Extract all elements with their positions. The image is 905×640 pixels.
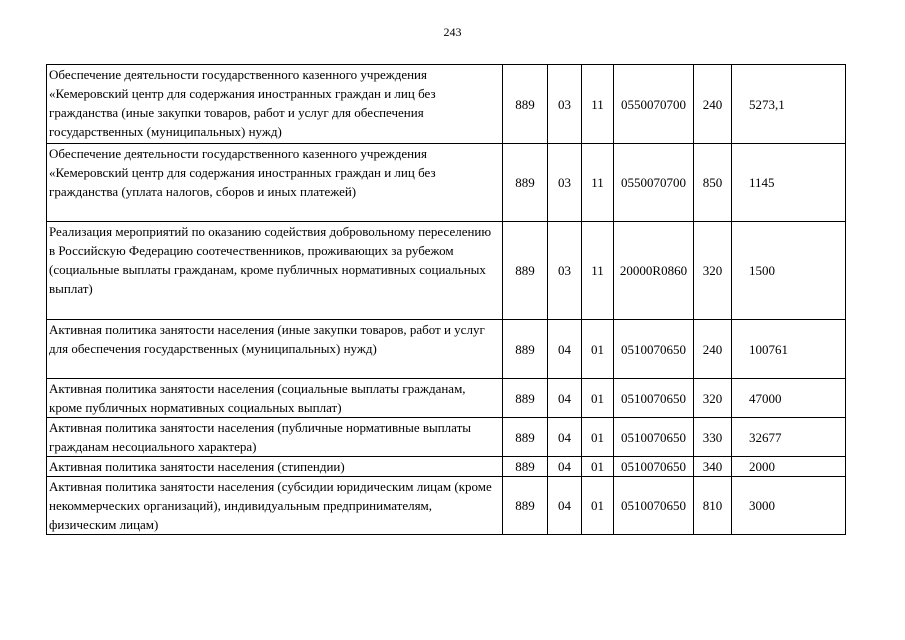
target-code: 20000R0860 <box>614 222 694 320</box>
ministry-code: 889 <box>503 320 548 379</box>
target-code: 0510070650 <box>614 457 694 477</box>
table-row <box>47 144 846 222</box>
table-row <box>47 477 846 535</box>
expense-type-code: 810 <box>694 477 732 535</box>
amount-value: 32677 <box>732 418 846 457</box>
subsection-code: 01 <box>582 320 614 379</box>
amount-value: 1500 <box>732 222 846 320</box>
ministry-code: 889 <box>503 144 548 222</box>
expense-type-code: 340 <box>694 457 732 477</box>
table-row <box>47 418 846 457</box>
ministry-code: 889 <box>503 379 548 418</box>
subsection-code: 01 <box>582 457 614 477</box>
target-code: 0550070700 <box>614 65 694 144</box>
amount-value: 3000 <box>732 477 846 535</box>
table-row <box>47 320 846 379</box>
section-code: 03 <box>548 144 582 222</box>
target-code: 0510070650 <box>614 418 694 457</box>
section-code: 04 <box>548 477 582 535</box>
ministry-code: 889 <box>503 418 548 457</box>
expense-type-code: 850 <box>694 144 732 222</box>
amount-value: 1145 <box>732 144 846 222</box>
ministry-code: 889 <box>503 65 548 144</box>
section-code: 04 <box>548 379 582 418</box>
section-code: 04 <box>548 457 582 477</box>
expense-name: Активная политика занятости населения (стипендии) <box>47 457 503 477</box>
amount-value: 100761 <box>732 320 846 379</box>
expense-type-code: 240 <box>694 320 732 379</box>
expense-name: Обеспечение деятельности государственного казенного учреждения «Кемеровский центр для содержания иностранных граждан и лиц без гражданства (уплата налогов, сборов и иных платежей) <box>47 144 503 222</box>
table-row <box>47 222 846 320</box>
subsection-code: 01 <box>582 379 614 418</box>
target-code: 0510070650 <box>614 477 694 535</box>
expense-type-code: 240 <box>694 65 732 144</box>
page-number: 243 <box>443 25 462 39</box>
section-code: 04 <box>548 418 582 457</box>
target-code: 0510070650 <box>614 320 694 379</box>
section-code: 04 <box>548 320 582 379</box>
expense-name: Активная политика занятости населения (субсидии юридическим лицам (кроме некоммерческих организаций), индивидуальным предпринимателям, физическим лицам) <box>47 477 503 535</box>
amount-value: 5273,1 <box>732 65 846 144</box>
expense-name: Активная политика занятости населения (социальные выплаты гражданам, кроме публичных нормативных социальных выплат) <box>47 379 503 418</box>
ministry-code: 889 <box>503 222 548 320</box>
target-code: 0550070700 <box>614 144 694 222</box>
amount-value: 47000 <box>732 379 846 418</box>
subsection-code: 11 <box>582 65 614 144</box>
budget-table <box>46 64 846 535</box>
expense-name: Активная политика занятости населения (публичные нормативные выплаты гражданам несоциального характера) <box>47 418 503 457</box>
amount-value: 2000 <box>732 457 846 477</box>
subsection-code: 01 <box>582 477 614 535</box>
expense-name: Активная политика занятости населения (иные закупки товаров, работ и услуг для обеспечения государственных (муниципальных) нужд) <box>47 320 503 379</box>
expense-type-code: 320 <box>694 222 732 320</box>
expense-name: Обеспечение деятельности государственного казенного учреждения «Кемеровский центр для содержания иностранных граждан и лиц без гражданства (иные закупки товаров, работ и услуг для обеспечения государственных (муниципальных) нужд) <box>47 65 503 144</box>
table-row <box>47 457 846 477</box>
subsection-code: 11 <box>582 222 614 320</box>
target-code: 0510070650 <box>614 379 694 418</box>
subsection-code: 11 <box>582 144 614 222</box>
expense-type-code: 330 <box>694 418 732 457</box>
section-code: 03 <box>548 65 582 144</box>
section-code: 03 <box>548 222 582 320</box>
table-row <box>47 379 846 418</box>
expense-name: Реализация мероприятий по оказанию содействия добровольному переселению в Российскую Федерацию соотечественников, проживающих за рубежом (социальные выплаты гражданам, кроме публичных нормативных социальных выплат) <box>47 222 503 320</box>
ministry-code: 889 <box>503 477 548 535</box>
table-row <box>47 65 846 144</box>
subsection-code: 01 <box>582 418 614 457</box>
ministry-code: 889 <box>503 457 548 477</box>
expense-type-code: 320 <box>694 379 732 418</box>
